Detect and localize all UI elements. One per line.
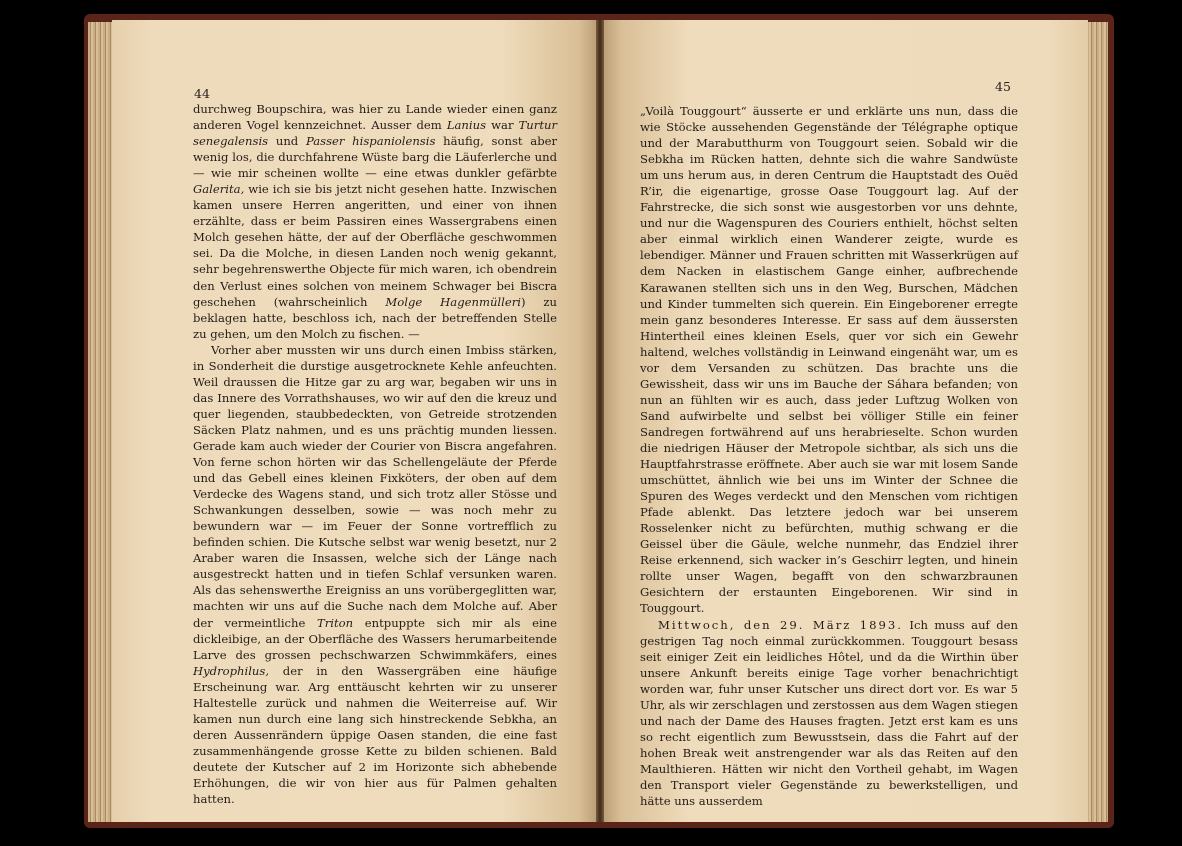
italic-term: Lanius xyxy=(446,118,487,133)
italic-term: Hydrophilus, xyxy=(193,663,270,678)
book-gutter xyxy=(596,20,604,822)
italic-term: Triton xyxy=(317,615,354,630)
text-run: und xyxy=(268,134,306,149)
italic-term: Molge Hagenmülleri xyxy=(385,294,521,309)
paragraph xyxy=(193,101,557,342)
text-run: „Voilà Touggourt“ äusserte er und erklärte uns nun, dass die wie Stöcke aussehenden Gegenstände der Télégraphe optique und der Marabutthurm von Touggourt seien. Sobald wir die Sebkha im Rücken hatten, dehnte sich die wahre Sandwüste um uns herum aus, in deren Centrum die Hauptstadt des Ouëd R’ir, die eigenartige, grosse Oase Touggourt lag. Auf der Fahrstrecke, die sich sonst wie ausgestorben vor uns dehnte, und nur die Wagenspuren des Couriers enthielt, höchst selten aber einmal wirklich einen Wanderer zeigte, wurde es lebendiger. Männer und Frauen schritten mit Wasserkrügen auf dem Nacken in elastischem Gange einher, aufbrechende Karawanen stellten sich uns in den Weg, Burschen, Mädchen und Kinder tummelten sich querein. Ein Eingeborener erregte mein ganz besonderes Interesse. Er sass auf dem äussersten Hintertheil eines kleinen Esels, quer vor sich ein Gewehr haltend, welches vollständig in Leinwand eingenäht war, um es vor dem Versanden zu schützen. Das brachte uns die Gewissheit, dass wir uns im Bauche der Sáhara befanden; von nun an fühlten wir es auch, dass jeder Luftzug Wolken von Sand aufwirbelte und selbst bei völliger Stille ein feiner Sandregen fortwährend auf uns herabrieselte. Schon wurden die niedrigen Häuser der Metropole sichtbar, als sich uns die Hauptfahrstrasse eröffnete. Aber auch sie war mit losem Sande umschüttet, ähnlich wie bei uns im Winter der Schnee die Spuren des Weges verdeckt und den Menschen vom richtigen Pfade ablenkt. Das letztere jedoch war bei unserem Rosselenker nicht zu befürchten, muthig schwang er die Geissel über die Gäule, welche nunmehr, das Endziel ihrer Reise erkennend, sich wacker in’s Geschirr legten, und hinein rollte unser Wagen, begafft von den schwarzbraunen Gesichtern der erstaunten Eingeborenen. Wir sind in Touggourt. xyxy=(640,104,1018,616)
right-page-number: 45 xyxy=(995,79,1011,94)
text-run: Ich muss auf den gestrigen Tag noch einmal zurückkommen. Touggourt besass seit einiger Zeit ein leidliches Hôtel, und da die Wirthin über unsere Ankunft bereits einige Tage vorher benachrichtigt worden war, fuhr unser Kutscher uns direct dort vor. Es war 5 Uhr, als wir zerschlagen und zerstossen aus dem Wagen stiegen und nach der Dame des Hauses fragten. Jetzt erst kam es uns so recht eigentlich zum Bewusstsein, dass die Fahrt auf der hohen Break weit anstrengender war als das Reiten auf den Maulthieren. Hätten wir nicht den Vortheil gehabt, im Wagen den Transport vieler Gegenstände zu bewerkstelligen, und hätte uns ausserdem xyxy=(640,617,1018,809)
italic-term: Passer hispaniolensis xyxy=(305,134,436,149)
text-run: durchweg Boupschira, was hier zu Lande wieder einen ganz anderen Vogel kennzeichnet. Ausser dem xyxy=(193,102,557,133)
italic-term: Galerita, xyxy=(193,182,245,197)
text-run: entpuppte sich mir als eine dickleibige, an der Oberfläche des Wassers herumarbeitende Larve des grossen pechschwarzen Schwimmkäfers, eines xyxy=(193,615,557,662)
page-edges-left xyxy=(88,22,114,822)
left-page-text xyxy=(193,101,557,807)
text-run: wie ich sie bis jetzt nicht gesehen hatte. Inzwischen kamen unsere Herren angeritten, und einer von ihnen erzählte, dass er beim Passiren eines Wassergrabens einen Molch gesehen hätte, der auf der Oberfläche geschwommen sei. Da die Molche, in diesen Landen noch wenig gekannt, sehr begehrenswerthe Objecte für mich waren, ich obendrein den Verlust eines solchen von meinem Schwager bei Biscra geschehen (wahrscheinlich xyxy=(193,182,557,309)
left-page-number: 44 xyxy=(194,86,210,101)
text-run: war xyxy=(486,118,519,133)
paragraph xyxy=(640,103,1018,617)
text-run: ) zu beklagen hatte, beschloss ich, nach der betreffenden Stelle zu gehen, um den Molch zu fischen. — xyxy=(193,294,557,341)
date-heading: Mittwoch, den 29. März 1893. xyxy=(658,617,903,632)
right-page-text xyxy=(640,103,1018,809)
text-run: der in den Wassergräben eine häufige Erscheinung war. Arg enttäuscht kehrten wir zu unserer Haltestelle zurück und nahmen die Weiterreise auf. Wir kamen nun durch eine lang sich hinstreckende Sebkha, an deren Aussenrändern üppige Oasen standen, die eine fast zusammenhängende grosse Kette zu bilden schienen. Bald deutete der Kutscher auf 2 im Horizonte sich abhebende Erhöhungen, die wir von hier aus für Palmen gehalten hatten. xyxy=(193,663,557,807)
text-run: häufig, sonst aber wenig los, die durchfahrene Wüste barg die Läuferlerche und — wie mir scheinen wollte — eine etwas dunkler gefärbte xyxy=(193,134,558,181)
italic-term: Turtur senegalensis xyxy=(193,118,557,149)
paragraph xyxy=(193,342,557,807)
paragraph xyxy=(640,617,1018,810)
text-run: Vorher aber mussten wir uns durch einen Imbiss stärken, in Sonderheit die durstige ausgetrocknete Kehle anfeuchten. Weil draussen die Hitze gar zu arg war, begaben wir uns in das Innere des Vorrathshauses, wo wir auf den die kreuz und quer liegenden, staubbedeckten, von Getreide strotzenden Säcken Platz nahmen, und es uns prächtig munden liessen. Gerade kam auch wieder der Courier von Biscra angefahren. Von ferne schon hörten wir das Schellengeläute der Pferde und das Gebell eines kleinen Fixköters, der oben auf dem Verdecke des Wagens stand, und sich trotz aller Stösse und Schwankungen desselben, sowie — was noch mehr zu bewundern war — im Feuer der Sonne vortrefflich zu befinden schien. Die Kutsche selbst war wenig besetzt, nur 2 Araber waren die Insassen, welche sich der Länge nach ausgestreckt hatten und in tiefen Schlaf versunken waren. Als das sehenswerthe Ereigniss an uns vorübergeglitten war, machten wir uns auf die Suche nach dem Molche auf. Aber der vermeintliche xyxy=(193,342,557,630)
